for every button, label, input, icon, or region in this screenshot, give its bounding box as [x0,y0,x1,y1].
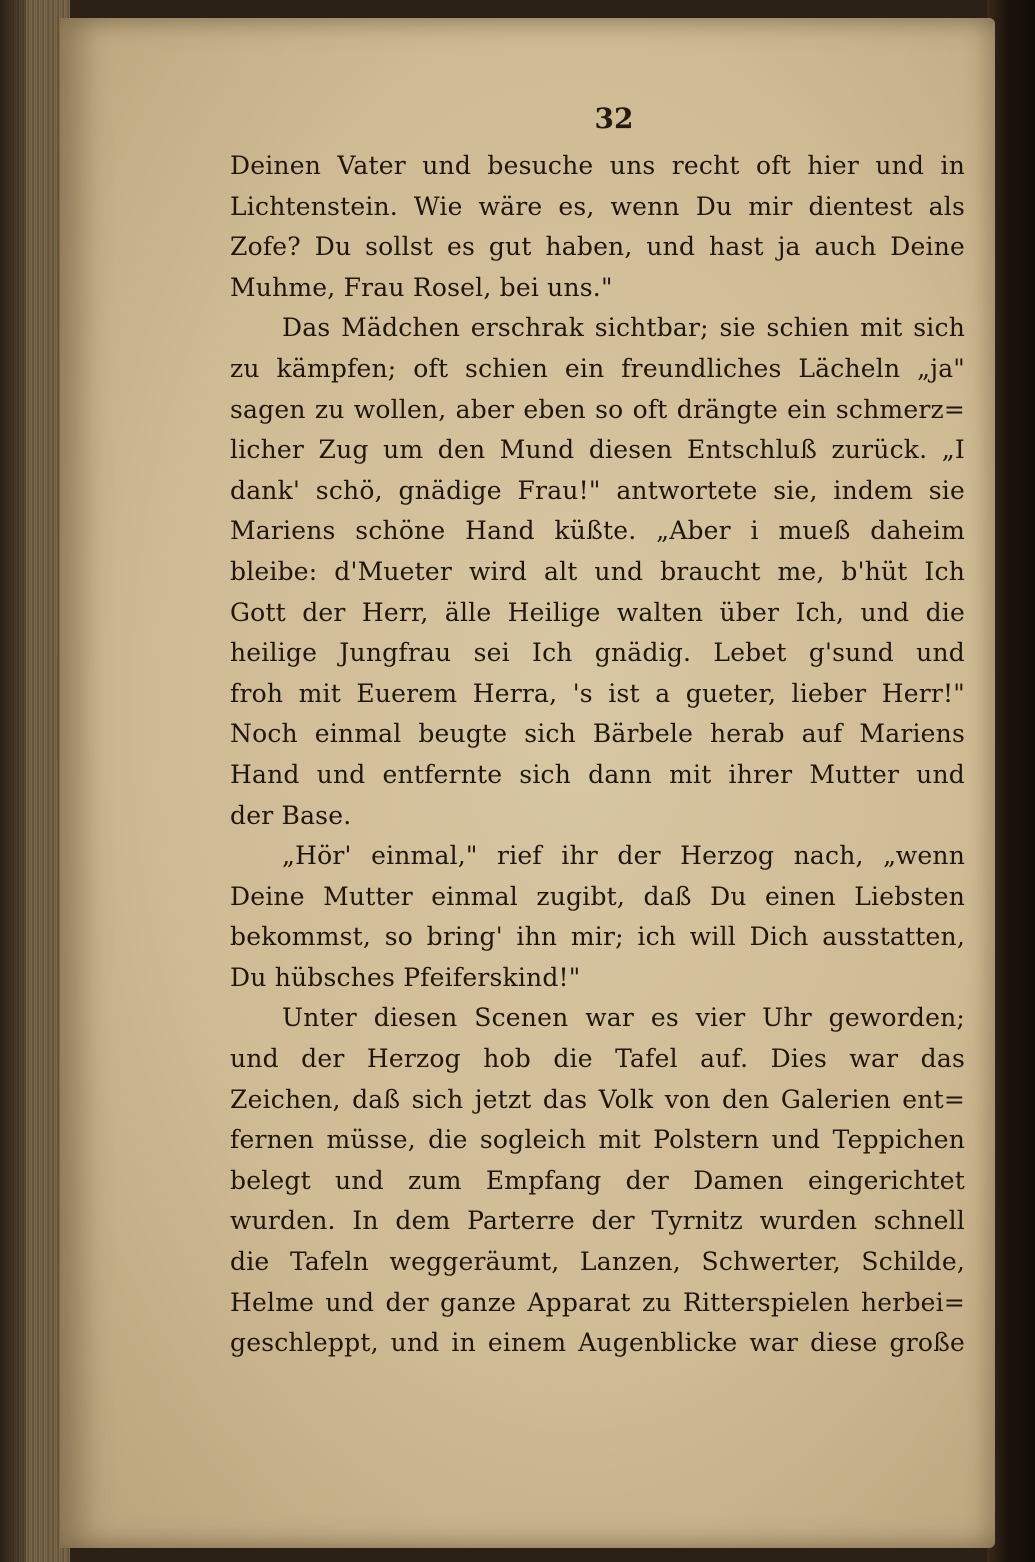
text-line: und der Herzog hob die Tafel auf. Dies war das [230,1044,965,1074]
text-line: bleibe: d'Mueter wird alt und braucht me, b'hüt Ich [230,556,965,586]
text-line: die Tafeln weggeräumt, Lanzen, Schwerter, Schilde, [230,1247,965,1277]
text-line: Helme und der ganze Apparat zu Ritterspielen herbei= [230,1287,965,1317]
text-line: Du hübsches Pfeiferskind!" [230,962,581,992]
text-line: Deine Mutter einmal zugibt, daß Du einen Liebsten [230,881,965,911]
text-line: bekommst, so bring' ihn mir; ich will Dich ausstatten, [230,922,965,952]
text-line: Zofe? Du sollst es gut haben, und hast ja auch Deine [230,232,965,262]
page-number: 32 [594,102,634,135]
text-line: Gott der Herr, älle Heilige walten über Ich, und die [230,597,965,627]
text-line: froh mit Euerem Herra, 's ist a gueter, lieber Herr!" [230,678,965,708]
text-line: heilige Jungfrau sei Ich gnädig. Lebet g'sund und [230,638,965,668]
text-line: der Base. [230,800,352,830]
text-line: „Hör' einmal," rief ihr der Herzog nach, „wenn [282,841,965,871]
text-line: Das Mädchen erschrak sichtbar; sie schien mit sich [282,313,965,343]
text-line: belegt und zum Empfang der Damen eingerichtet [230,1165,965,1195]
text-line: Unter diesen Scenen war es vier Uhr geworden; [282,1003,965,1033]
text-line: Zeichen, daß sich jetzt das Volk von den Galerien ent= [230,1084,965,1114]
binding-shadow [0,0,26,1562]
text-line: dank' schö, gnädige Frau!" antwortete sie, indem sie [230,475,965,505]
book-page [60,18,995,1548]
text-line: Lichtenstein. Wie wäre es, wenn Du mir dientest als [230,191,965,221]
text-line: geschleppt, und in einem Augenblicke war diese große [230,1328,965,1358]
text-line: Mariens schöne Hand küßte. „Aber i mueß daheim [230,516,965,546]
text-line: Deinen Vater und besuche uns recht oft hier und in [230,151,965,180]
text-line: licher Zug um den Mund diesen Entschluß zurück. „I [230,435,965,465]
text-line: zu kämpfen; oft schien ein freundliches Lächeln „ja" [230,353,965,383]
text-line: wurden. In dem Parterre der Tyrnitz wurden schnell [230,1206,965,1236]
text-line: fernen müsse, die sogleich mit Polstern und Teppichen [230,1125,965,1155]
text-line: Hand und entfernte sich dann mit ihrer Mutter und [230,759,965,789]
page-text [230,146,965,1364]
text-line: Muhme, Frau Rosel, bei uns." [230,272,613,302]
text-line: Noch einmal beugte sich Bärbele herab auf Mariens [230,719,965,749]
text-line: sagen zu wollen, aber eben so oft drängte ein schmerz= [230,394,965,424]
